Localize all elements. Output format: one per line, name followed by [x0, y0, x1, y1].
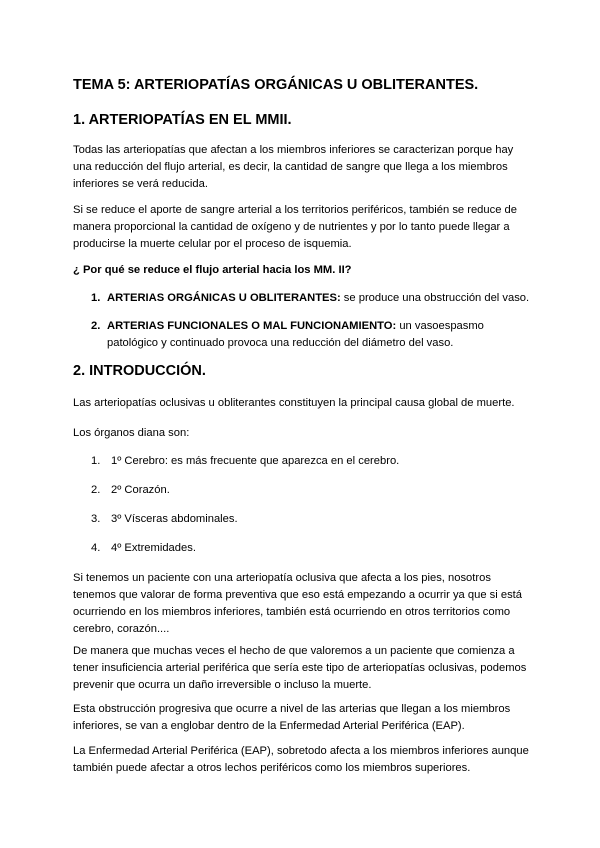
cause-text: un vasoespasmo patológico y continuado provoca una reducción del diámetro del vaso. — [107, 320, 484, 349]
target-text: 2º Corazón. — [111, 484, 170, 496]
target-number: 3. — [91, 513, 101, 525]
target-text: 1º Cerebro: es más frecuente que aparezca en el cerebro. — [111, 455, 400, 467]
target-text: 4º Extremidades. — [111, 542, 196, 554]
paragraph: La Enfermedad Arterial Periférica (EAP), sobretodo afecta a los miembros inferiores aunque también puede afectar a otros lechos periféricos como los miembros superiores. — [73, 745, 529, 774]
target-item-4 — [91, 540, 536, 557]
cause-body — [107, 318, 536, 352]
cause-item-1 — [91, 290, 536, 307]
paragraph: Las arteriopatías oclusivas u obliterantes constituyen la principal causa global de muerte. — [73, 397, 515, 409]
target-number: 4. — [91, 542, 101, 554]
paragraph: Si tenemos un paciente con una arteriopatía oclusiva que afecta a los pies, nosotros tenemos que valorar de forma preventiva que eso está empezando a ocurrir ya que si está ocurriendo en los miembros inferiores, también está ocurriendo en otros territorios como cerebro, corazón.... — [73, 572, 522, 635]
document-title: TEMA 5: ARTERIOPATÍAS ORGÁNICAS U OBLITERANTES. — [73, 77, 479, 93]
section-1-heading: 1. ARTERIOPATÍAS EN EL MMII. — [73, 112, 292, 128]
target-item-2 — [91, 482, 536, 499]
target-number: 2. — [91, 484, 101, 496]
cause-body — [107, 290, 536, 307]
section-1-question: ¿ Por qué se reduce el flujo arterial hacia los MM. II? — [73, 264, 352, 276]
target-number: 1. — [91, 455, 101, 467]
paragraph: Esta obstrucción progresiva que ocurre a nivel de las arterias que llegan a los miembros inferiores, se van a englobar dentro de la Enfermedad Arterial Periférica (EAP). — [73, 703, 511, 732]
section-2-heading: 2. INTRODUCCIÓN. — [73, 363, 206, 379]
target-text: 3º Vísceras abdominales. — [111, 513, 238, 525]
target-item-1 — [91, 453, 536, 470]
cause-number: 2. — [91, 320, 101, 332]
cause-number: 1. — [91, 292, 101, 304]
cause-lead: ARTERIAS ORGÁNICAS U OBLITERANTES: — [107, 292, 341, 304]
cause-lead: ARTERIAS FUNCIONALES O MAL FUNCIONAMIENTO: — [107, 320, 397, 332]
paragraph: Si se reduce el aporte de sangre arterial a los territorios periféricos, también se reduce de manera proporcional la cantidad de oxígeno y de nutrientes y por lo tanto puede llegar a producirse la muerte celular por el proceso de isquemia. — [73, 204, 517, 250]
paragraph: De manera que muchas veces el hecho de que valoremos a un paciente que comienza a tener insuficiencia arterial periférica que sería este tipo de arteriopatías oclusivas, podemos prevenir que ocurra un daño irreversible o incluso la muerte. — [73, 645, 527, 691]
target-item-3 — [91, 511, 536, 528]
cause-text: se produce una obstrucción del vaso. — [340, 292, 530, 304]
targets-label: Los órganos diana son: — [73, 427, 190, 439]
paragraph: Todas las arteriopatías que afectan a los miembros inferiores se caracterizan porque hay una reducción del flujo arterial, es decir, la cantidad de sangre que llega a los miembros inferiores se verá reducida. — [73, 144, 514, 190]
cause-item-2 — [91, 318, 536, 352]
